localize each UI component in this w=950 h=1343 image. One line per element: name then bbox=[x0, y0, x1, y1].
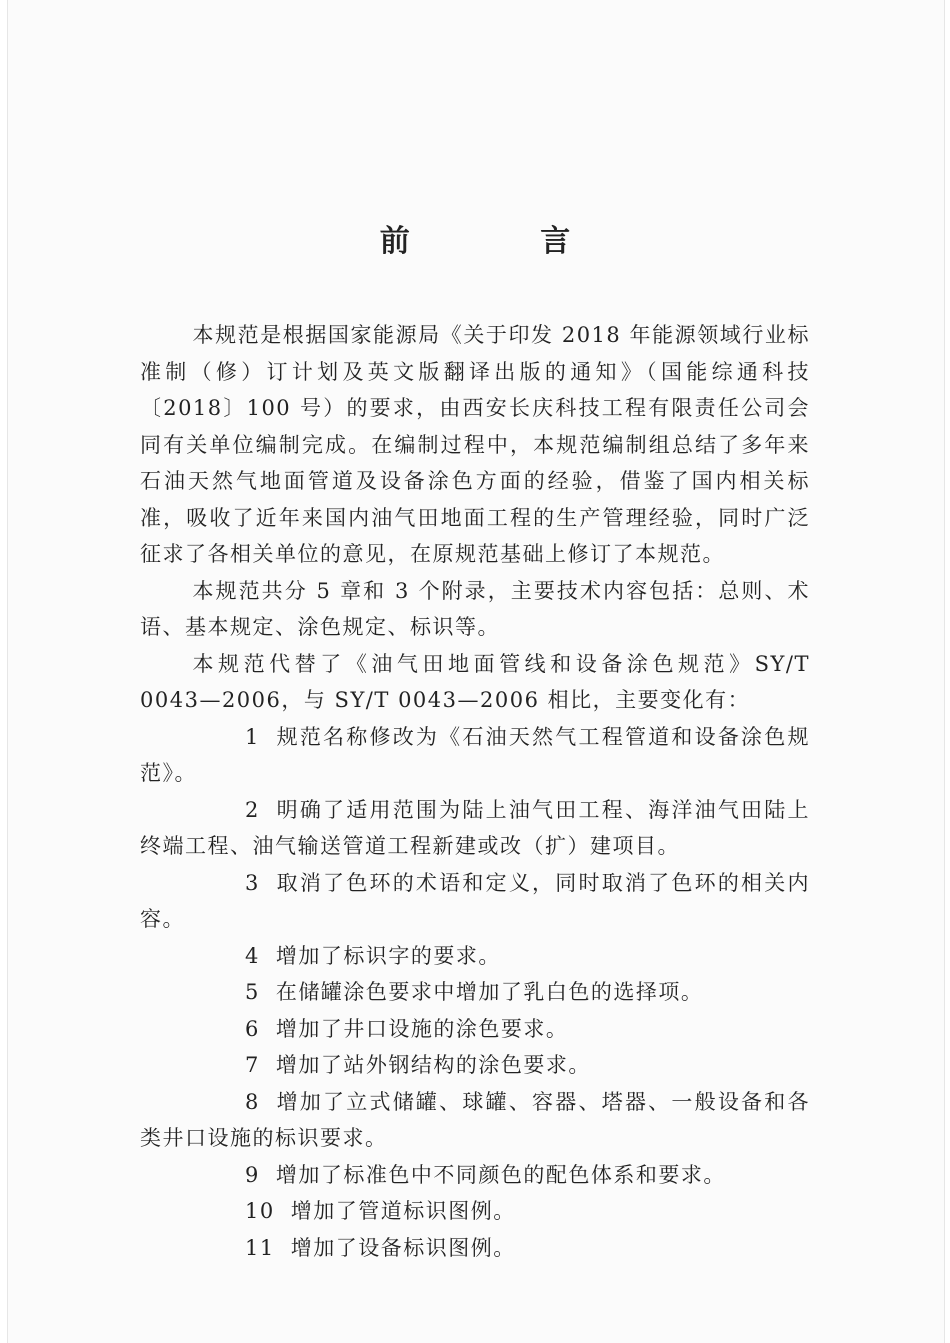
item-text: 增加了立式储罐、球罐、容器、塔器、一般设备和各类井口设施的标识要求。 bbox=[140, 1089, 810, 1150]
item-text: 增加了管道标识图例。 bbox=[290, 1199, 516, 1223]
item-text: 增加了标识字的要求。 bbox=[275, 943, 501, 968]
list-item bbox=[140, 974, 810, 1011]
item-number: 10 bbox=[245, 1199, 275, 1223]
list-item bbox=[140, 719, 810, 792]
item-number: 2 bbox=[245, 797, 260, 822]
list-item bbox=[140, 1157, 810, 1194]
page-title: 前 言 bbox=[379, 224, 631, 259]
item-number: 8 bbox=[245, 1089, 260, 1114]
item-text: 规范名称修改为《石油天然气工程管道和设备涂色规范》。 bbox=[140, 724, 810, 785]
paragraph-intro: 本规范是根据国家能源局《关于印发 2018 年能源领域行业标准制（修）订计划及英文版翻译出版的通知》（国能综通科技〔2018〕100 号）的要求，由西安长庆科技工程有限责任公司会同有关单位编制完成。在编制过程中，本规范编制组总结了多年来石油天然气地面管道及设备涂色方面的经验，借鉴了国内相关标准，吸收了近年来国内油气田地面工程的生产管理经验，同时广泛征求了各相关单位的意见，在原规范基础上修订了本规范。 bbox=[140, 323, 810, 566]
item-text: 增加了设备标识图例。 bbox=[290, 1235, 516, 1260]
list-item bbox=[140, 1084, 810, 1157]
item-text: 增加了井口设施的涂色要求。 bbox=[275, 1016, 569, 1041]
item-number: 11 bbox=[245, 1235, 275, 1260]
item-number: 1 bbox=[245, 724, 260, 749]
item-number: 5 bbox=[245, 980, 260, 1004]
item-text: 明确了适用范围为陆上油气田工程、海洋油气田陆上终端工程、油气输送管道工程新建或改（扩）建项目。 bbox=[140, 797, 810, 858]
list-item bbox=[140, 1047, 810, 1084]
list-item bbox=[140, 1193, 810, 1230]
preface-body bbox=[140, 317, 810, 1266]
item-text: 在储罐涂色要求中增加了乳白色的选择项。 bbox=[275, 980, 704, 1004]
item-number: 4 bbox=[245, 943, 260, 968]
item-number: 7 bbox=[245, 1053, 260, 1077]
list-item bbox=[140, 1011, 810, 1048]
item-number: 6 bbox=[245, 1016, 260, 1041]
changes-list bbox=[140, 719, 810, 1267]
item-text: 取消了色环的术语和定义，同时取消了色环的相关内容。 bbox=[140, 870, 810, 931]
list-item bbox=[140, 1230, 810, 1267]
paragraph-contents: 本规范共分 5 章和 3 个附录，主要技术内容包括：总则、术语、基本规定、涂色规定、标识等。 bbox=[140, 578, 810, 639]
item-text: 增加了站外钢结构的涂色要求。 bbox=[275, 1053, 591, 1077]
list-item bbox=[140, 865, 810, 938]
list-item bbox=[140, 792, 810, 865]
item-number: 9 bbox=[245, 1162, 260, 1187]
item-number: 3 bbox=[245, 870, 260, 895]
item-text: 增加了标准色中不同颜色的配色体系和要求。 bbox=[275, 1162, 726, 1187]
paragraph-replacement: 本规范代替了《油气田地面管线和设备涂色规范》SY/T 0043—2006，与 SY/T 0043—2006 相比，主要变化有： bbox=[140, 651, 810, 712]
list-item bbox=[140, 938, 810, 975]
